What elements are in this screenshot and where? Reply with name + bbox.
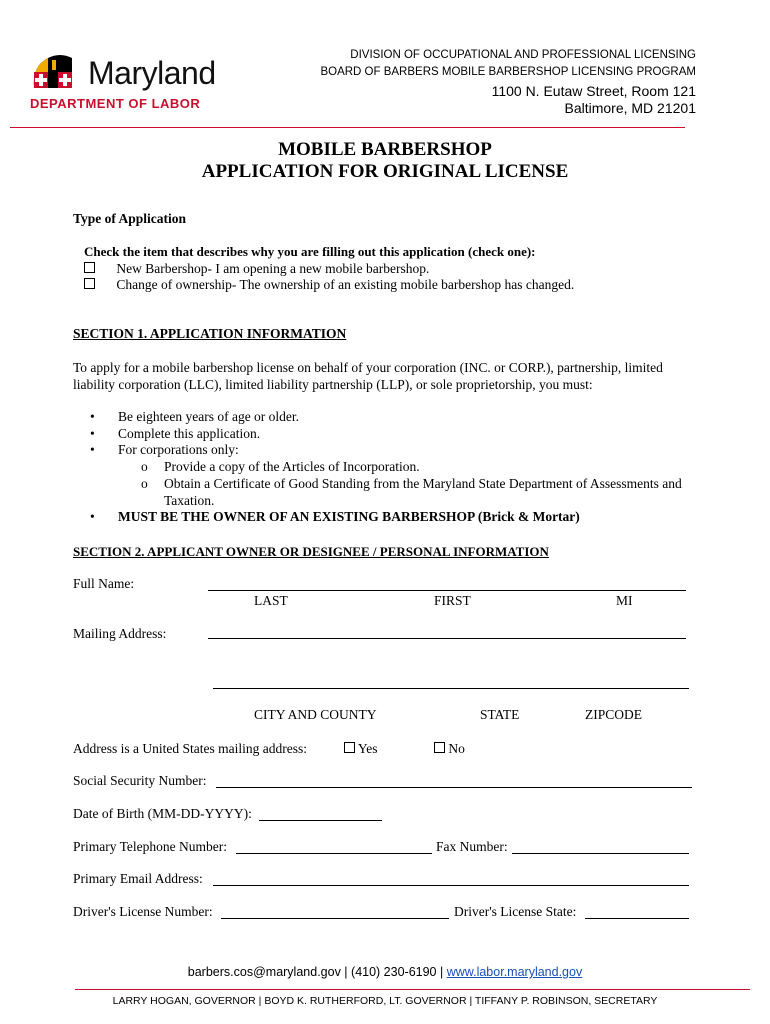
dl-state-field[interactable] bbox=[585, 918, 689, 919]
email-field[interactable] bbox=[213, 885, 689, 886]
address-line1: 1100 N. Eutaw Street, Room 121 bbox=[491, 83, 696, 99]
checkbox-new-barbershop[interactable] bbox=[84, 262, 95, 273]
option-new-label: New Barbershop- I am opening a new mobile barbershop. bbox=[116, 261, 430, 276]
city-label: CITY AND COUNTY bbox=[254, 707, 377, 722]
footer-email[interactable]: barbers.cos@maryland.gov bbox=[187, 965, 341, 979]
checkbox-change-ownership[interactable] bbox=[84, 278, 95, 289]
ssn-label: Social Security Number: bbox=[73, 773, 207, 788]
sub-bullet-certificate: o Obtain a Certificate of Good Standing from the Maryland State Department of Assessments and Taxation. bbox=[141, 476, 701, 509]
bullet-corporations-text: For corporations only: bbox=[118, 442, 239, 457]
section1-intro: To apply for a mobile barbershop license on behalf of your corporation (INC. or CORP.), partnership, limited liability corporation (LLC), limited liability partnership (LLP), or sole proprietorship, you must: bbox=[73, 360, 663, 392]
maryland-flag-icon bbox=[30, 52, 88, 92]
sub-bullet-articles-text: Provide a copy of the Articles of Incorporation. bbox=[164, 459, 420, 474]
option-change-label: Change of ownership- The ownership of an existing mobile barbershop has changed. bbox=[116, 277, 575, 292]
yes-label: Yes bbox=[357, 741, 378, 756]
dl-state-label: Driver's License State: bbox=[454, 904, 577, 919]
page-title-line2: APPLICATION FOR ORIGINAL LICENSE bbox=[201, 161, 569, 182]
application-type-heading: Type of Application bbox=[73, 211, 187, 226]
logo-wordmark: Maryland bbox=[88, 55, 216, 91]
bullet-complete: • Complete this application. bbox=[90, 426, 261, 441]
dob-field[interactable] bbox=[259, 820, 382, 821]
option-new-barbershop[interactable] bbox=[84, 261, 429, 278]
footer-officials: LARRY HOGAN, GOVERNOR | BOYD K. RUTHERFORD, LT. GOVERNOR | TIFFANY P. ROBINSON, SECRETARY bbox=[112, 995, 658, 1007]
zip-label: ZIPCODE bbox=[585, 707, 642, 722]
mailing-address-label: Mailing Address: bbox=[73, 626, 167, 641]
first-label: FIRST bbox=[434, 593, 471, 608]
bullet-complete-text: Complete this application. bbox=[118, 426, 261, 441]
bullet-owner: • MUST BE THE OWNER OF AN EXISTING BARBERSHOP (Brick & Mortar) bbox=[90, 509, 580, 524]
option-no[interactable] bbox=[434, 741, 465, 758]
phone-field[interactable] bbox=[236, 853, 432, 854]
bullet-corporations: • For corporations only: bbox=[90, 442, 239, 457]
dl-number-field[interactable] bbox=[221, 918, 449, 919]
city-state-zip-field[interactable] bbox=[213, 688, 689, 689]
footer-phone: (410) 230-6190 bbox=[351, 965, 437, 979]
address-line2: Baltimore, MD 21201 bbox=[564, 100, 696, 116]
footer-contact bbox=[0, 965, 770, 979]
us-address-label: Address is a United States mailing address: bbox=[73, 741, 307, 756]
footer-website-link[interactable]: www.labor.maryland.gov bbox=[446, 965, 583, 979]
dob-label: Date of Birth (MM-DD-YYYY): bbox=[73, 806, 252, 821]
full-name-field[interactable] bbox=[208, 590, 686, 591]
section2-heading: SECTION 2. APPLICANT OWNER OR DESIGNEE / PERSONAL INFORMATION bbox=[73, 544, 549, 559]
ssn-field[interactable] bbox=[216, 787, 692, 788]
logo-department: DEPARTMENT OF LABOR bbox=[30, 96, 201, 111]
division-name: DIVISION OF OCCUPATIONAL AND PROFESSIONAL LICENSING bbox=[350, 49, 696, 61]
option-yes[interactable] bbox=[344, 741, 378, 758]
last-label: LAST bbox=[254, 593, 288, 608]
no-label: No bbox=[448, 741, 465, 756]
footer-separator: | bbox=[436, 965, 447, 979]
fax-field[interactable] bbox=[512, 853, 689, 854]
sub-bullet-certificate-text: Obtain a Certificate of Good Standing from the Maryland State Department of Assessments and Taxation. bbox=[164, 476, 682, 508]
bullet-age-text: Be eighteen years of age or older. bbox=[118, 409, 300, 424]
dl-number-label: Driver's License Number: bbox=[73, 904, 213, 919]
checkbox-yes[interactable] bbox=[344, 742, 355, 753]
option-change-ownership[interactable] bbox=[84, 277, 574, 294]
footer-separator: | bbox=[340, 965, 352, 979]
board-name: BOARD OF BARBERS MOBILE BARBERSHOP LICENSING PROGRAM bbox=[320, 66, 696, 78]
state-label: STATE bbox=[480, 707, 520, 722]
mi-label: MI bbox=[616, 593, 633, 608]
fax-label: Fax Number: bbox=[436, 839, 508, 854]
section1-heading: SECTION 1. APPLICATION INFORMATION bbox=[73, 326, 347, 341]
email-label: Primary Email Address: bbox=[73, 871, 203, 886]
bullet-owner-text: MUST BE THE OWNER OF AN EXISTING BARBERSHOP (Brick & Mortar) bbox=[118, 509, 580, 524]
checkbox-no[interactable] bbox=[434, 742, 445, 753]
header-divider bbox=[10, 127, 685, 128]
mailing-address-field[interactable] bbox=[208, 638, 686, 639]
sub-bullet-articles: o Provide a copy of the Articles of Incorporation. bbox=[141, 459, 420, 474]
full-name-label: Full Name: bbox=[73, 576, 135, 591]
phone-label: Primary Telephone Number: bbox=[73, 839, 228, 854]
bullet-age: • Be eighteen years of age or older. bbox=[90, 409, 300, 424]
footer-divider bbox=[75, 989, 750, 990]
application-type-instruction: Check the item that describes why you are filling out this application (check one): bbox=[84, 244, 536, 259]
page-title-line1: MOBILE BARBERSHOP bbox=[278, 139, 492, 160]
